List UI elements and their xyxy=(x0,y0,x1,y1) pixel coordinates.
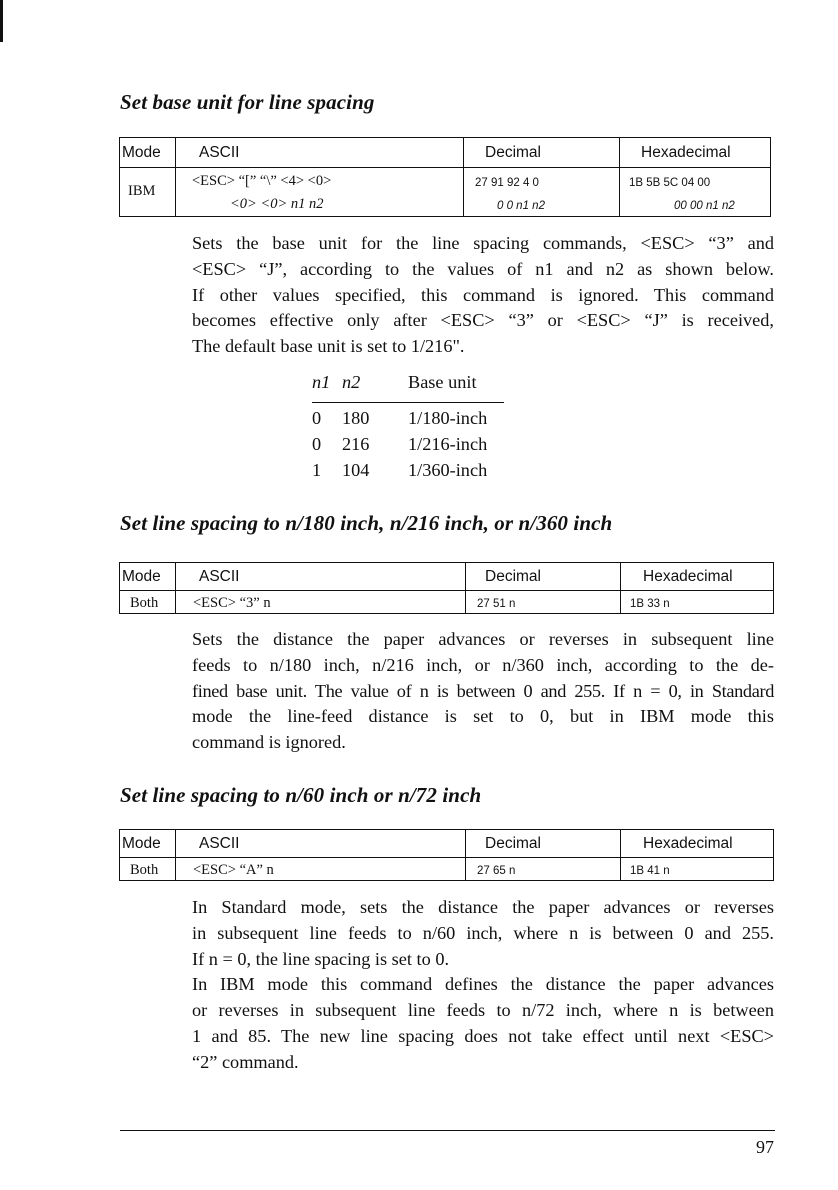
row-mode: IBM xyxy=(128,183,156,199)
header-decimal: Decimal xyxy=(485,835,541,852)
row-ascii-line1: <ESC> “[” “\” <4> <0> xyxy=(192,173,332,189)
row-hex: 1B 41 n xyxy=(630,865,670,877)
command-table-n60 xyxy=(119,829,774,881)
row-ascii: <ESC> “3” n xyxy=(193,595,271,611)
section-heading-n60: Set line spacing to n/60 inch or n/72 inch xyxy=(120,783,482,807)
description-n60: In Standard mode, sets the distance the paper advances or reverses in subsequent line feeds to n/60 inch, where n is between 0 and 255. If n = 0, the line spacing is set to 0. In IBM mode this command defines the distance the paper advances or reverses in subsequent line feeds to n/72 inch, where n is between 1 and 85. The new line spacing does not take effect until next <ESC> “2” command. xyxy=(192,897,774,1072)
command-table-base-unit xyxy=(119,137,771,217)
table-row: 1 104 1/360-inch xyxy=(312,460,488,480)
row-decimal: 27 65 n xyxy=(477,865,516,877)
section-heading-base-unit: Set base unit for line spacing xyxy=(120,90,375,114)
header-decimal: Decimal xyxy=(485,568,541,585)
row-mode: Both xyxy=(130,862,159,878)
row-hex-line1: 1B 5B 5C 04 00 xyxy=(629,177,711,189)
base-unit-table xyxy=(312,372,512,486)
footer-rule xyxy=(120,1130,775,1131)
row-decimal: 27 51 n xyxy=(477,598,516,610)
row-hex: 1B 33 n xyxy=(630,598,670,610)
table-row: 0 180 1/180-inch xyxy=(312,408,488,428)
row-hex-line2: 00 00 n1 n2 xyxy=(674,200,735,212)
header-hex: Hexadecimal xyxy=(643,835,733,852)
description-base-unit: Sets the base unit for the line spacing commands, <ESC> “3” and <ESC> “J”, according to the values of n1 and n2 as shown below. If other values specified, this command is ignored. This command becomes effective only after <ESC> “3” or <ESC> “J” is received, The default base unit is set to 1/216". xyxy=(192,233,774,357)
page-number: 97 xyxy=(756,1137,774,1157)
description-n180: Sets the distance the paper advances or reverses in subsequent line feeds to n/180 inch, n/216 inch, or n/360 inch, according to the de- fined base unit. The value of n is between 0 and 255. If n = 0, in Standard mode the line-feed distance is set to 0, but in IBM mode this command is ignored. xyxy=(192,629,774,753)
row-ascii: <ESC> “A” n xyxy=(193,862,274,878)
header-decimal: Decimal xyxy=(485,144,541,161)
row-mode: Both xyxy=(130,595,159,611)
header-hex: Hexadecimal xyxy=(641,144,731,161)
row-ascii-line2: <0> <0> n1 n2 xyxy=(230,196,324,212)
row-decimal-line2: 0 0 n1 n2 xyxy=(497,200,545,212)
section-heading-n180: Set line spacing to n/180 inch, n/216 inch, or n/360 inch xyxy=(120,511,613,535)
base-unit-table-header: n1 n2 Base unit xyxy=(312,372,477,392)
header-ascii: ASCII xyxy=(199,568,240,585)
header-mode: Mode xyxy=(122,144,161,161)
row-decimal-line1: 27 91 92 4 0 xyxy=(475,177,539,189)
header-ascii: ASCII xyxy=(199,835,240,852)
command-table-n180 xyxy=(119,562,774,614)
header-hex: Hexadecimal xyxy=(643,568,733,585)
header-mode: Mode xyxy=(122,835,161,852)
base-unit-table-rule xyxy=(312,402,504,403)
table-row: 0 216 1/216-inch xyxy=(312,434,488,454)
header-ascii: ASCII xyxy=(199,144,240,161)
header-mode: Mode xyxy=(122,568,161,585)
page-edge-mark xyxy=(0,0,3,42)
